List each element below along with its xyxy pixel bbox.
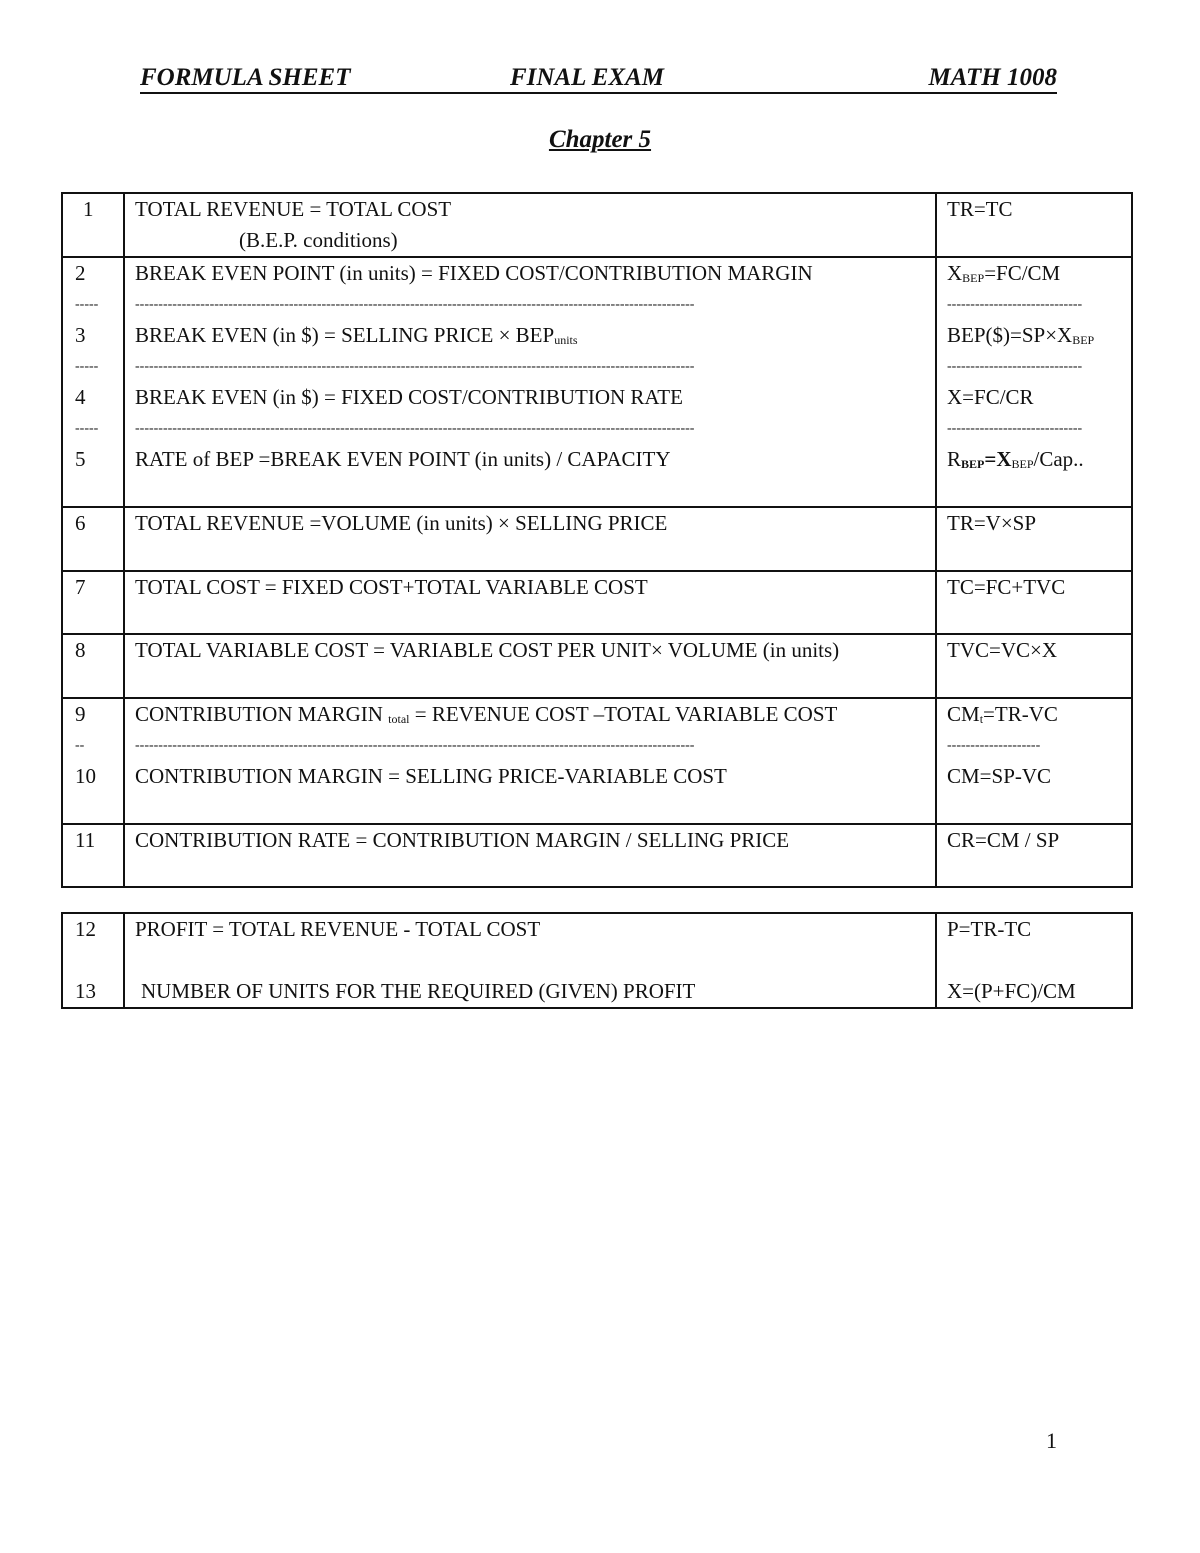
row-number: 11 (75, 828, 96, 852)
formula-symbol: X=FC/CR (947, 385, 1034, 409)
table-row (62, 507, 1132, 571)
row-number: 12 (75, 917, 96, 941)
symbol-cell (936, 571, 1132, 634)
formula-text: TOTAL REVENUE =VOLUME (in units) × SELLING PRICE (135, 511, 668, 535)
description-cell (124, 193, 936, 257)
formula-text: TOTAL COST = FIXED COST+TOTAL VARIABLE COST (135, 575, 648, 599)
separator-dashes: ----- (75, 297, 99, 312)
separator-dashes: ----------------------------- (947, 359, 1083, 374)
row-number-cell (62, 193, 124, 257)
row-number: 4 (75, 385, 86, 409)
description-cell (124, 571, 936, 634)
formula-symbol: X=(P+FC)/CM (947, 979, 1076, 1003)
symbol-cell (936, 193, 1132, 257)
formula-table-main (61, 192, 1133, 888)
page-header (140, 62, 1057, 94)
formula-symbol: P=TR-TC (947, 917, 1032, 941)
formula-text: CONTRIBUTION RATE = CONTRIBUTION MARGIN / SELLING PRICE (135, 828, 790, 852)
row-number-cell (62, 913, 124, 1008)
formula-text: TOTAL REVENUE = TOTAL COST (135, 197, 452, 221)
formula-text: PROFIT = TOTAL REVENUE - TOTAL COST (135, 917, 541, 941)
row-number-cell (62, 698, 124, 824)
table-row (62, 698, 1132, 824)
formula-symbol: $CM_t=TR-VC$ (947, 702, 1058, 726)
row-number: 10 (75, 764, 96, 788)
table-row (62, 257, 1132, 507)
page-number: 1 (1046, 1428, 1057, 1453)
description-cell (124, 824, 936, 887)
separator-dashes: -------------------- (947, 738, 1041, 753)
table-row (62, 193, 1132, 257)
formula-note: (B.E.P. conditions) (239, 228, 398, 252)
table-row (62, 913, 1132, 1008)
formula-table-profit (61, 912, 1133, 1009)
formula-text: BREAK EVEN POINT (in units) = FIXED COST/CONTRIBUTION MARGIN (135, 261, 813, 285)
header-left: FORMULA SHEET (140, 64, 351, 91)
formula-text: NUMBER OF UNITS FOR THE REQUIRED (GIVEN) PROFIT (141, 979, 696, 1003)
formula-symbol: $X_{BEP}=FC/CM$ (947, 261, 1061, 285)
symbol-cell (936, 507, 1132, 571)
description-cell (124, 634, 936, 698)
separator-dashes: ------------------------------------------------------------------------------------------------------------------------ (135, 421, 695, 436)
formula-symbol: TVC=VC×X (947, 638, 1058, 662)
symbol-cell (936, 824, 1132, 887)
chapter-title: Chapter 5 (548, 126, 652, 153)
formula-text: CONTRIBUTION MARGIN = SELLING PRICE-VARIABLE COST (135, 764, 727, 788)
row-number: 6 (75, 511, 86, 535)
header-center: FINAL EXAM (510, 64, 664, 91)
symbol-cell (936, 698, 1132, 824)
row-number-cell (62, 257, 124, 507)
table-row (62, 634, 1132, 698)
symbol-cell (936, 634, 1132, 698)
separator-dashes: ----------------------------- (947, 421, 1083, 436)
separator-dashes: ----- (75, 359, 99, 374)
row-number: 7 (75, 575, 86, 599)
row-number: 9 (75, 702, 86, 726)
separator-dashes: ------------------------------------------------------------------------------------------------------------------------ (135, 738, 695, 753)
formula-symbol: TR=TC (947, 197, 1013, 221)
row-number: 2 (75, 261, 86, 285)
row-number: 5 (75, 447, 86, 471)
formula-text: TOTAL VARIABLE COST = VARIABLE COST PER UNIT× VOLUME (in units) (135, 638, 840, 662)
row-number-cell (62, 824, 124, 887)
row-number: 1 (83, 197, 94, 221)
separator-dashes: ------------------------------------------------------------------------------------------------------------------------ (135, 359, 695, 374)
table-row (62, 571, 1132, 634)
row-number: 8 (75, 638, 86, 662)
separator-dashes: -- (75, 738, 85, 753)
formula-text: BREAK EVEN (in $) = FIXED COST/CONTRIBUTION RATE (135, 385, 683, 409)
formula-text: CONTRIBUTION MARGIN $_{total}$ = REVENUE COST –TOTAL VARIABLE COST (135, 702, 838, 726)
row-number-cell (62, 634, 124, 698)
symbol-cell (936, 257, 1132, 507)
description-cell (124, 507, 936, 571)
symbol-cell (936, 913, 1132, 1008)
separator-dashes: ------------------------------------------------------------------------------------------------------------------------ (135, 297, 695, 312)
description-cell (124, 257, 936, 507)
separator-dashes: ----- (75, 421, 99, 436)
row-number-cell (62, 571, 124, 634)
formula-symbol: $R_{BEP}=X_{BEP}$/Cap.. (947, 447, 1084, 471)
formula-symbol: TC=FC+TVC (947, 575, 1066, 599)
row-number-cell (62, 507, 124, 571)
description-cell (124, 913, 936, 1008)
formula-symbol: CR=CM / SP (947, 828, 1060, 852)
header-right: MATH 1008 (928, 64, 1057, 91)
separator-dashes: ----------------------------- (947, 297, 1083, 312)
formula-text: RATE of BEP =BREAK EVEN POINT (in units) / CAPACITY (135, 447, 671, 471)
description-cell (124, 698, 936, 824)
row-number: 3 (75, 323, 86, 347)
table-row (62, 824, 1132, 887)
formula-text: BREAK EVEN (in $) = SELLING PRICE × $BEP_{units}$ (135, 323, 578, 347)
row-number: 13 (75, 979, 96, 1003)
formula-symbol: $BEP(\$)=SP\times X_{BEP}$ (947, 323, 1095, 347)
formula-symbol: CM=SP-VC (947, 764, 1052, 788)
formula-symbol: TR=V×SP (947, 511, 1037, 535)
